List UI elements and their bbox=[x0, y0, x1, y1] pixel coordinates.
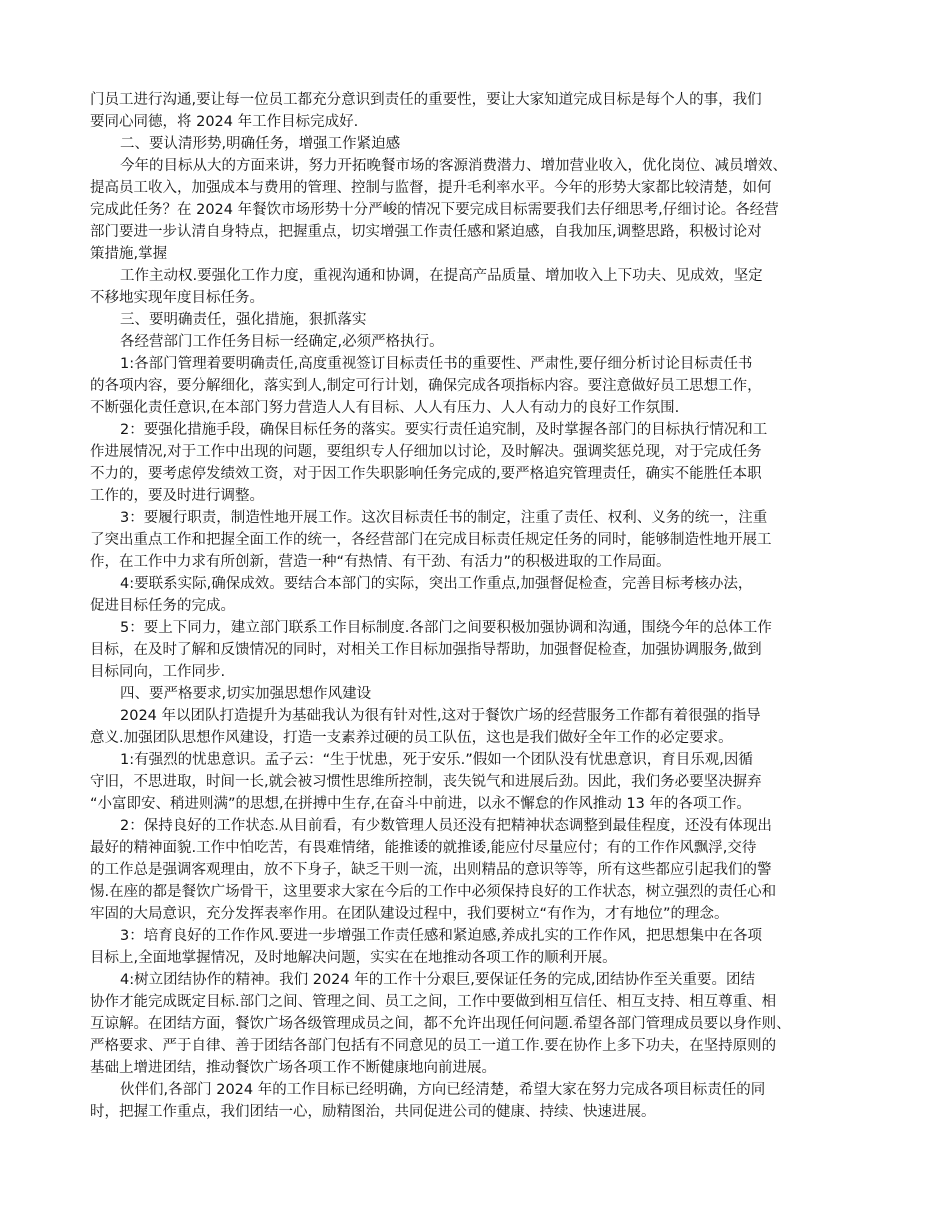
text-line: 要同心同德，将 2024 年工作目标完成好. bbox=[90, 114, 359, 130]
text-line: 守旧，不思进取，时间一长,就会被习惯性思维所控制，丧失锐气和进展后劲。因此，我们务必要坚决摒弃 bbox=[90, 774, 762, 790]
text-line: 严格要求、严于自律、善于团结各部门包括有不同意见的员工一道工作.要在协作上多下功夫，在坚持原则的 bbox=[90, 1038, 777, 1054]
text-line: 2024 年以团队打造提升为基础我认为很有针对性,这对于餐饮广场的经营服务工作都有着很强的指导 bbox=[120, 708, 761, 724]
text-line: 1:各部门管理着要明确责任,高度重视签订目标责任书的重要性、严肃性,要仔细分析讨论目标责任书 bbox=[120, 356, 753, 372]
text-line: 牢固的大局意识，充分发挥表率作用。在团队建设过程中，我们要树立“有作为，才有地位”的理念。 bbox=[90, 906, 729, 922]
text-line: “小富即安、稍进则满”的思想,在拼搏中生存,在奋斗中前进，以永不懈怠的作风推动 13 年的各项工作。 bbox=[90, 796, 751, 812]
text-line: 基础上增进团结，推动餐饮广场各项工作不断健康地向前进展。 bbox=[90, 1060, 496, 1076]
text-line: 不移地实现年度目标任务。 bbox=[90, 290, 264, 306]
text-line: 策措施,掌握 bbox=[90, 246, 168, 262]
text-line: 互谅解。在团结方面，餐饮广场各级管理成员之间，都不允许出现任何问题.希望各部门管理成员要以身作则、 bbox=[90, 1016, 791, 1032]
section-heading: 三、要明确责任，强化措施，狠抓落实 bbox=[120, 312, 367, 328]
section-heading: 四、要严格要求,切实加强思想作风建设 bbox=[120, 686, 372, 702]
text-line: 作，在工作中力求有所创新，营造一种“有热情、有干劲、有活力”的积极进取的工作局面。 bbox=[90, 554, 671, 570]
text-line: 3：培育良好的工作作风.要进一步增强工作责任感和紧迫感,养成扎实的工作作风，把思想集中在各项 bbox=[120, 928, 762, 944]
text-line: 部门要进一步认清自身特点，把握重点，切实增强工作责任感和紧迫感，自我加压,调整思路，积极讨论对 bbox=[90, 224, 762, 240]
text-line: 4:树立团结协作的精神。我们 2024 年的工作十分艰巨,要保证任务的完成,团结协作至关重要。团结 bbox=[120, 972, 755, 988]
text-line: 了突出重点工作和把握全面工作的统一，各经营部门在完成目标责任规定任务的同时，能够制造性地开展工 bbox=[90, 532, 772, 548]
text-line: 伙伴们,各部门 2024 年的工作目标已经明确，方向已经清楚，希望大家在努力完成各项目标责任的同 bbox=[120, 1082, 766, 1098]
section-heading: 二、要认清形势,明确任务，增强工作紧迫感 bbox=[120, 136, 401, 152]
text-line: 3：要履行职责，制造性地开展工作。这次目标责任书的制定，注重了责任、权利、义务的统一，注重 bbox=[120, 510, 768, 526]
text-line: 2：保持良好的工作状态.从目前看，有少数管理人员还没有把精神状态调整到最佳程度，还没有体现出 bbox=[120, 818, 772, 834]
text-line: 意义.加强团队思想作风建设，打造一支素养过硬的员工队伍，这也是我们做好全年工作的必定要求。 bbox=[90, 730, 733, 746]
text-line: 惕.在座的都是餐饮广场骨干，这里要求大家在今后的工作中必须保持良好的工作状态，树立强烈的责任心和 bbox=[90, 884, 777, 900]
text-line: 最好的精神面貌.工作中怕吃苦，有畏难情绪，能推诿的就推诿,能应付尽量应付；有的工作作风飘浮,交待 bbox=[90, 840, 757, 856]
text-line: 不断强化责任意识,在本部门努力营造人人有目标、人人有压力、人人有动力的良好工作氛围. bbox=[90, 400, 680, 416]
text-line: 2：要强化措施手段，确保目标任务的落实。要实行责任追究制，及时掌握各部门的目标执行情况和工 bbox=[120, 422, 768, 438]
text-line: 目标上,全面地掌握情况，及时地解决问题，实实在在地推动各项工作的顺利开展。 bbox=[90, 950, 617, 966]
text-line: 不力的，要考虑停发绩效工资，对于因工作失职影响任务完成的,要严格追究管理责任，确实不能胜任本职 bbox=[90, 466, 762, 482]
text-line: 4:要联系实际,确保成效。要结合本部门的实际，突出工作重点,加强督促检查，完善目标考核办法， bbox=[120, 576, 753, 592]
text-line: 作进展情况,对于工作中出现的问题，要组织专人仔细加以讨论，及时解决。强调奖惩兑现，对于完成任务 bbox=[90, 444, 762, 460]
text-line: 工作的，要及时进行调整。 bbox=[90, 488, 264, 504]
text-line: 完成此任务？在 2024 年餐饮市场形势十分严峻的情况下要完成目标需要我们去仔细思考,仔细讨论。各经营 bbox=[90, 202, 779, 218]
text-line: 的工作总是强调客观理由，放不下身子，缺乏干则一流，出则精品的意识等等，所有这些都应引起我们的警 bbox=[90, 862, 772, 878]
text-line: 时，把握工作重点，我们团结一心，励精图治，共同促进公司的健康、持续、快速进展。 bbox=[90, 1104, 656, 1120]
text-line: 今年的目标从大的方面来讲，努力开拓晚餐市场的客源消费潜力、增加营业收入，优化岗位、减员增效、 bbox=[120, 158, 787, 174]
text-line: 工作主动权.要强化工作力度，重视沟通和协调，在提高产品质量、增加收入上下功夫、见成效，坚定 bbox=[120, 268, 763, 284]
text-line: 5：要上下同力，建立部门联系工作目标制度.各部门之间要积极加强协调和沟通，围绕今年的总体工作 bbox=[120, 620, 772, 636]
text-line: 协作才能完成既定目标.部门之间、管理之间、员工之间，工作中要做到相互信任、相互支持、相互尊重、相 bbox=[90, 994, 777, 1010]
text-line: 提高员工收入，加强成本与费用的管理、控制与监督，提升毛利率水平。今年的形势大家都比较清楚，如何 bbox=[90, 180, 772, 196]
text-line: 1:有强烈的忧患意识。孟子云：“生于忧患，死于安乐.”假如一个团队没有忧患意识，育目乐观,因循 bbox=[120, 752, 753, 768]
text-line: 促进目标任务的完成。 bbox=[90, 598, 235, 614]
text-line: 目标，在及时了解和反馈情况的同时，对相关工作目标加强指导帮助，加强督促检查，加强协调服务,做到 bbox=[90, 642, 762, 658]
text-line: 的各项内容，要分解细化，落实到人,制定可行计划，确保完成各项指标内容。要注意做好员工思想工作， bbox=[90, 378, 762, 394]
text-line: 门员工进行沟通,要让每一位员工都充分意识到责任的重要性，要让大家知道完成目标是每个人的事，我们 bbox=[90, 92, 762, 108]
text-line: 目标同向，工作同步. bbox=[90, 664, 226, 680]
text-line: 各经营部门工作任务目标一经确定,必须严格执行。 bbox=[120, 334, 444, 350]
